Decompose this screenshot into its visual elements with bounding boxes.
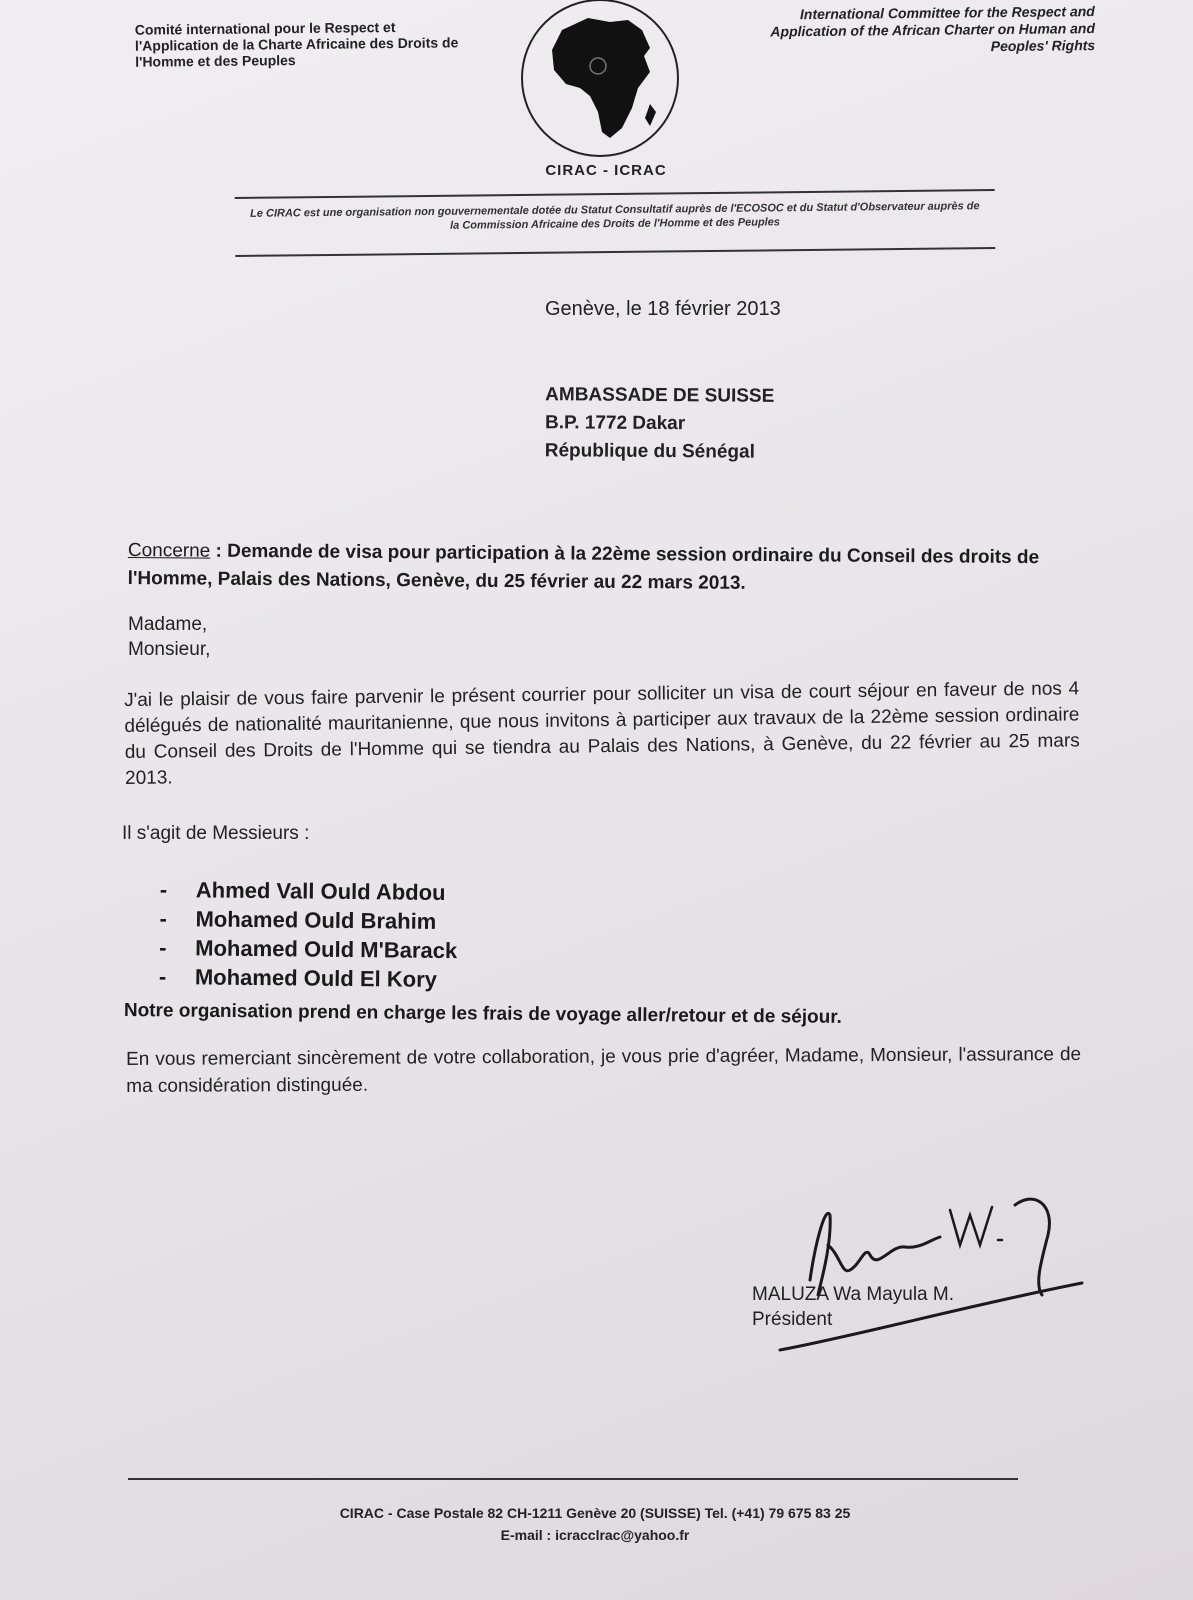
recipient-address [545,381,775,467]
delegates-intro: Il s'agit de Messieurs : [122,823,310,844]
list-marker: - [159,934,167,961]
footer-address: CIRAC - Case Postale 82 CH-1211 Genève 20 (SUISSE) Tel. (+41) 79 675 83 25 [339,1505,851,1521]
status-banner [235,189,996,257]
salutation-line-2: Monsieur, [128,639,211,660]
list-marker: - [159,876,168,903]
footer-divider [128,1478,1018,1480]
delegate-name: Mohamed Ould Brahim [195,906,437,934]
signature-block [752,1282,954,1332]
closing-paragraph: En vous remerciant sincèrement de votre collaboration, je vous prie d'agréer, Madame, Monsieur, l'assurance de ma considération distinguée. [126,1043,1082,1097]
recipient-line-3: République du Sénégal [544,440,755,463]
subject-label: Concerne [127,539,211,562]
recipient-line-1: AMBASSADE DE SUISSE [545,384,775,407]
list-item [159,933,457,965]
salutation [128,612,210,662]
org-name-english: International Committee for the Respect and Application of the African Charter on Human and Peoples' Rights [770,3,1096,55]
subject-text: : Demande de visa pour participation à la 22ème session ordinaire du Conseil des droits de l'Homme, Palais des Nations, Genève, du 25 février au 22 mars 2013. [127,540,1040,594]
delegates-list [159,875,458,994]
list-item [159,962,457,994]
delegate-name: Ahmed Vall Ould Abdou [195,877,446,905]
letter-date: Genève, le 18 février 2013 [545,298,781,320]
org-name-french: Comité international pour le Respect et l'Application de la Charte Africaine des Droits de l'Homme et des Peuples [134,19,459,70]
handwritten-signature [770,1185,1090,1365]
subject-line [128,537,1088,601]
signer-title: Président [752,1309,833,1330]
list-item [159,904,457,936]
delegate-name: Mohamed Ould M'Barack [195,935,458,964]
list-item [160,875,458,907]
costs-notice: Notre organisation prend en charge les frais de voyage aller/retour et de séjour. [123,1000,842,1028]
list-marker: - [158,963,167,990]
recipient-line-2: B.P. 1772 Dakar [544,412,686,435]
footer-email: E-mail : icracclrac@yahoo.fr [500,1527,690,1543]
salutation-line-1: Madame, [128,614,208,635]
logo-caption: CIRAC - ICRAC [545,162,667,179]
list-marker: - [159,905,168,932]
delegate-name: Mohamed Ould El Kory [194,964,438,992]
body-paragraph: J'ai le plaisir de vous faire parvenir le présent courrier pour solliciter un visa de court séjour en faveur de nos 4 délégués de nationalité mauritanienne, que nous invitons à participer aux travaux de la 22ème session ordinaire du Conseil des Droits de l'Homme qui se tiendra au Palais des Nations, à Genève, du 22 février au 25 mars 2013. [124,678,1080,789]
footer [150,1502,1040,1546]
status-statement: Le CIRAC est une organisation non gouvernementale dotée du Statut Consultatif auprès de l'ECOSOC et du Statut d'Observateur auprès de la Commission Africaine des Droits de l'Homme et des Peuples [250,200,980,232]
signer-name: MALUZA Wa Mayula M. [752,1284,955,1305]
